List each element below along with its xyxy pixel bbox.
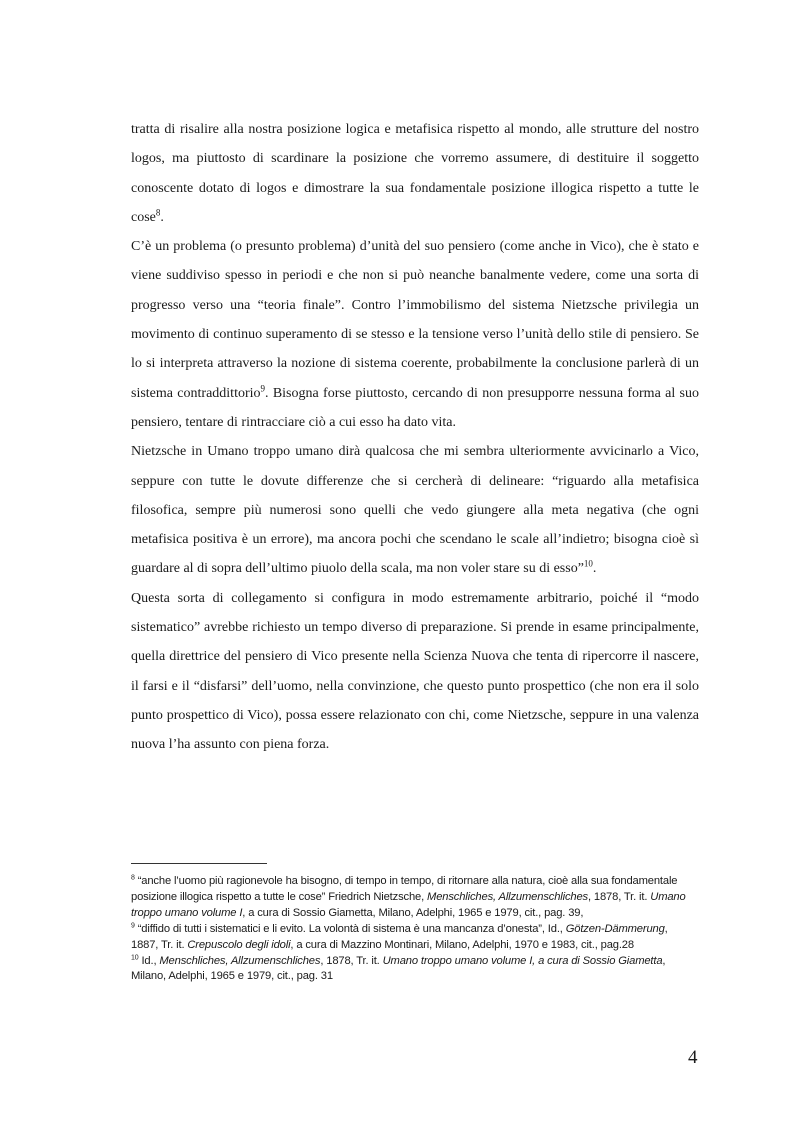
page-number: 4 — [688, 1047, 698, 1068]
paragraph-1: tratta di risalire alla nostra posizione logica e metafisica rispetto al mondo, alle strutture del nostro logos, ma piuttosto di scardinare la posizione che vorremo assumere, di destituire il soggetto conoscente dotato di logos e dimostrare la sua fondamentale posizione illogica rispetto a tutte le cose$^8$. — [131, 122, 699, 225]
paragraph-2: C’è un problema (o presunto problema) d’unità del suo pensiero (come anche in Vico), che è stato e viene suddiviso spesso in periodi e che non si può neanche banalmente vedere, come una sorta di progresso verso una “teoria finale”. Contro l’immobilismo del sistema Nietzsche privilegia un movimento di continuo superamento di se stesso e la tensione verso l’unità dello stile di pensiero. Se lo si interpreta attraverso la nozione di sistema coerente, probabilmente la conclusione parlerà di un sistema contraddittorio$^9$. Bisogna forse piuttosto, cercando di non presupporre nessuna forma al suo pensiero, tentare di rintracciare ciò a cui esso ha dato vita. — [131, 239, 699, 430]
paragraph-3: Nietzsche in Umano troppo umano dirà qualcosa che mi sembra ulteriormente avvicinarlo a Vico, seppure con tutte le dovute differenze che si cercherà di delineare: “riguardo alla metafisica filosofica, sempre più numerosi sono quelli che vedo giungere alla meta negativa (che ogni metafisica positiva è un errore), ma ancora pochi che scendano le scale all’indietro; bisogna cioè sì guardare al di sopra dell’ultimo piuolo della scala, ma non voler stare su di esso”$^{10}$. — [131, 444, 699, 577]
footnote-separator — [131, 863, 267, 864]
footnotes — [131, 874, 691, 985]
footnote-9: $^9$ “diffido di tutti i sistematici e li evito. La volontà di sistema è una mancanza d’onesta”, Id., Götzen-Dämmerung, 1887, Tr. it. Crepuscolo degli idoli, a cura di Mazzino Montinari, Milano, Adelphi, 1970 e 1983, cit., pag.28 — [131, 921, 668, 951]
footnote-ref-10[interactable]: 10 — [583, 558, 593, 569]
paragraph-4: Questa sorta di collegamento si configura in modo estremamente arbitrario, poiché il “modo sistematico” avrebbe richiesto un tempo diverso di preparazione. Si prende in esame principalmente, quella direttrice del pensiero di Vico presente nella Scienza Nuova che tenta di ripercorre il nascere, il farsi e il “disfarsi” dell’uomo, nella convinzione, che questo punto prospettico (che non era il solo punto prospettico di Vico), possa essere relazionato con chi, come Nietzsche, seppure in una valenza nuova l’ha assunto con piena forza. — [131, 590, 699, 753]
footnote-ref-8[interactable]: 8 — [155, 207, 161, 218]
body-text — [131, 115, 699, 760]
footnote-10: $^{10}$ Id., Menschliches, Allzumenschliches, 1878, Tr. it. Umano troppo umano volume I, a cura di Sossio Giametta, Milano, Adelphi, 1965 e 1979, cit., pag. 31 — [131, 953, 666, 983]
footnote-ref-9[interactable]: 9 — [260, 383, 266, 394]
footnote-8: $^8$ “anche l’uomo più ragionevole ha bisogno, di tempo in tempo, di ritornare alla natura, cioè alla sua fondamentale posizione illogica rispetto a tutte le cose” Friedrich Nietzsche, Menschliches, Allzumenschliches, 1878, Tr. it. Umano troppo umano volume I, a cura di Sossio Giametta, Milano, Adelphi, 1965 e 1979, cit., pag. 39, — [131, 874, 686, 919]
